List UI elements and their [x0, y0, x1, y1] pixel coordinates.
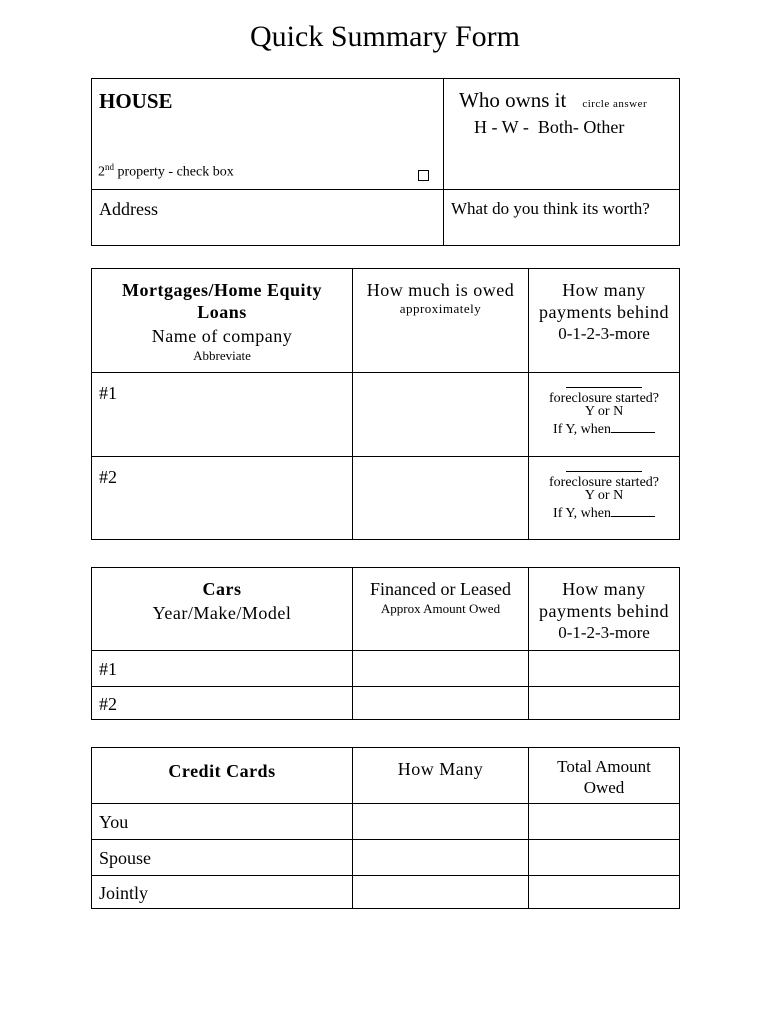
cars-financed-header	[352, 568, 528, 650]
how-many-label: How Many	[397, 759, 484, 779]
credit-row-label: You	[99, 812, 129, 832]
mortgage-header-note: Abbreviate	[193, 348, 251, 363]
credit-row-jointly-total[interactable]	[528, 875, 679, 908]
cars-financed-note: Approx Amount Owed	[380, 601, 501, 616]
house-label: HOUSE	[99, 89, 173, 113]
foreclosure-question: foreclosure started?	[549, 475, 659, 490]
yes-no-option: Y or N	[584, 488, 624, 503]
cars-behind-options: 0-1-2-3-more	[558, 623, 650, 642]
credit-row-spouse-total[interactable]	[528, 839, 679, 875]
mortgage-behind-label: How many payments behind	[539, 280, 669, 322]
mortgage-owed-header	[352, 269, 528, 372]
mortgage-owed-note: approximately	[399, 301, 482, 316]
mortgage-header-title: Mortgages/Home Equity Loans	[122, 280, 322, 322]
cars-behind-label: How many payments behind	[539, 579, 669, 621]
mortgage-row-label: #2	[99, 467, 117, 487]
cars-row-label: #1	[99, 659, 117, 679]
mortgage-company-header	[92, 269, 352, 372]
credit-row-you-total[interactable]	[528, 803, 679, 839]
blank-line	[566, 387, 642, 388]
credit-row-spouse-count[interactable]	[352, 839, 528, 875]
who-owns-label: Who owns it	[459, 88, 567, 112]
who-owns-cell[interactable]	[443, 79, 679, 189]
credit-row-you-count[interactable]	[352, 803, 528, 839]
when-blank[interactable]	[611, 516, 655, 517]
cars-row-1-behind[interactable]	[528, 650, 679, 686]
second-property-sup: nd	[105, 162, 114, 172]
second-property-text: property - check box	[114, 164, 234, 180]
cars-behind-header	[528, 568, 679, 650]
when-blank[interactable]	[611, 432, 655, 433]
blank-line	[566, 471, 642, 472]
cars-row-2-behind[interactable]	[528, 686, 679, 719]
cars-row-2-financed[interactable]	[352, 686, 528, 719]
mortgage-row-2-company[interactable]	[92, 456, 352, 540]
cars-header-title: Cars	[202, 579, 242, 599]
second-property-checkbox[interactable]	[418, 170, 429, 181]
mortgage-row-2-owed[interactable]	[352, 456, 528, 540]
yes-no-option: Y or N	[584, 404, 624, 419]
owner-options: H - W - Both- Other	[474, 117, 625, 137]
cars-section	[91, 567, 680, 720]
who-owns-row	[459, 88, 647, 113]
credit-row-jointly[interactable]	[92, 875, 352, 908]
credit-row-jointly-count[interactable]	[352, 875, 528, 908]
mortgage-row-2-behind[interactable]	[528, 456, 679, 540]
mortgages-section	[91, 268, 680, 540]
how-many-header	[352, 748, 528, 803]
worth-label: What do you think its worth?	[451, 199, 650, 218]
house-section	[91, 78, 680, 246]
mortgage-row-1-behind[interactable]	[528, 372, 679, 456]
mortgage-row-1-company[interactable]	[92, 372, 352, 456]
address-label: Address	[99, 199, 158, 219]
cars-row-1-model[interactable]	[92, 650, 352, 686]
total-owed-header	[528, 748, 679, 803]
cars-row-1-financed[interactable]	[352, 650, 528, 686]
mortgage-row-1-owed[interactable]	[352, 372, 528, 456]
credit-row-label: Spouse	[99, 848, 152, 868]
circle-answer-note: circle answer	[582, 98, 648, 110]
foreclosure-question: foreclosure started?	[549, 391, 659, 406]
cars-row-label: #2	[99, 694, 117, 714]
credit-row-you[interactable]	[92, 803, 352, 839]
if-yes-when	[529, 423, 679, 437]
if-yes-label: If Y, when	[553, 422, 611, 437]
mortgage-header-sub: Name of company	[151, 326, 293, 346]
credit-cards-section	[91, 747, 680, 909]
address-cell[interactable]	[92, 189, 443, 245]
credit-row-label: Jointly	[99, 883, 149, 903]
cars-financed-label: Financed or Leased	[370, 579, 511, 599]
credit-cards-header	[92, 748, 352, 803]
mortgage-behind-header	[528, 269, 679, 372]
mortgage-owed-label: How much is owed	[366, 280, 515, 300]
mortgage-row-label: #1	[99, 383, 117, 403]
form-title: Quick Summary Form	[250, 20, 520, 53]
cars-header-sub: Year/Make/Model	[152, 603, 292, 623]
worth-cell[interactable]	[443, 189, 679, 245]
second-property-label	[98, 162, 234, 181]
if-yes-when	[529, 507, 679, 521]
credit-cards-header-title: Credit Cards	[168, 761, 276, 781]
if-yes-label: If Y, when	[553, 506, 611, 521]
mortgage-behind-options: 0-1-2-3-more	[558, 324, 650, 343]
credit-row-spouse[interactable]	[92, 839, 352, 875]
cars-row-2-model[interactable]	[92, 686, 352, 719]
second-property-prefix: 2	[98, 164, 105, 180]
house-cell[interactable]	[92, 79, 443, 189]
total-owed-label: Total Amount Owed	[557, 757, 651, 797]
cars-header	[92, 568, 352, 650]
